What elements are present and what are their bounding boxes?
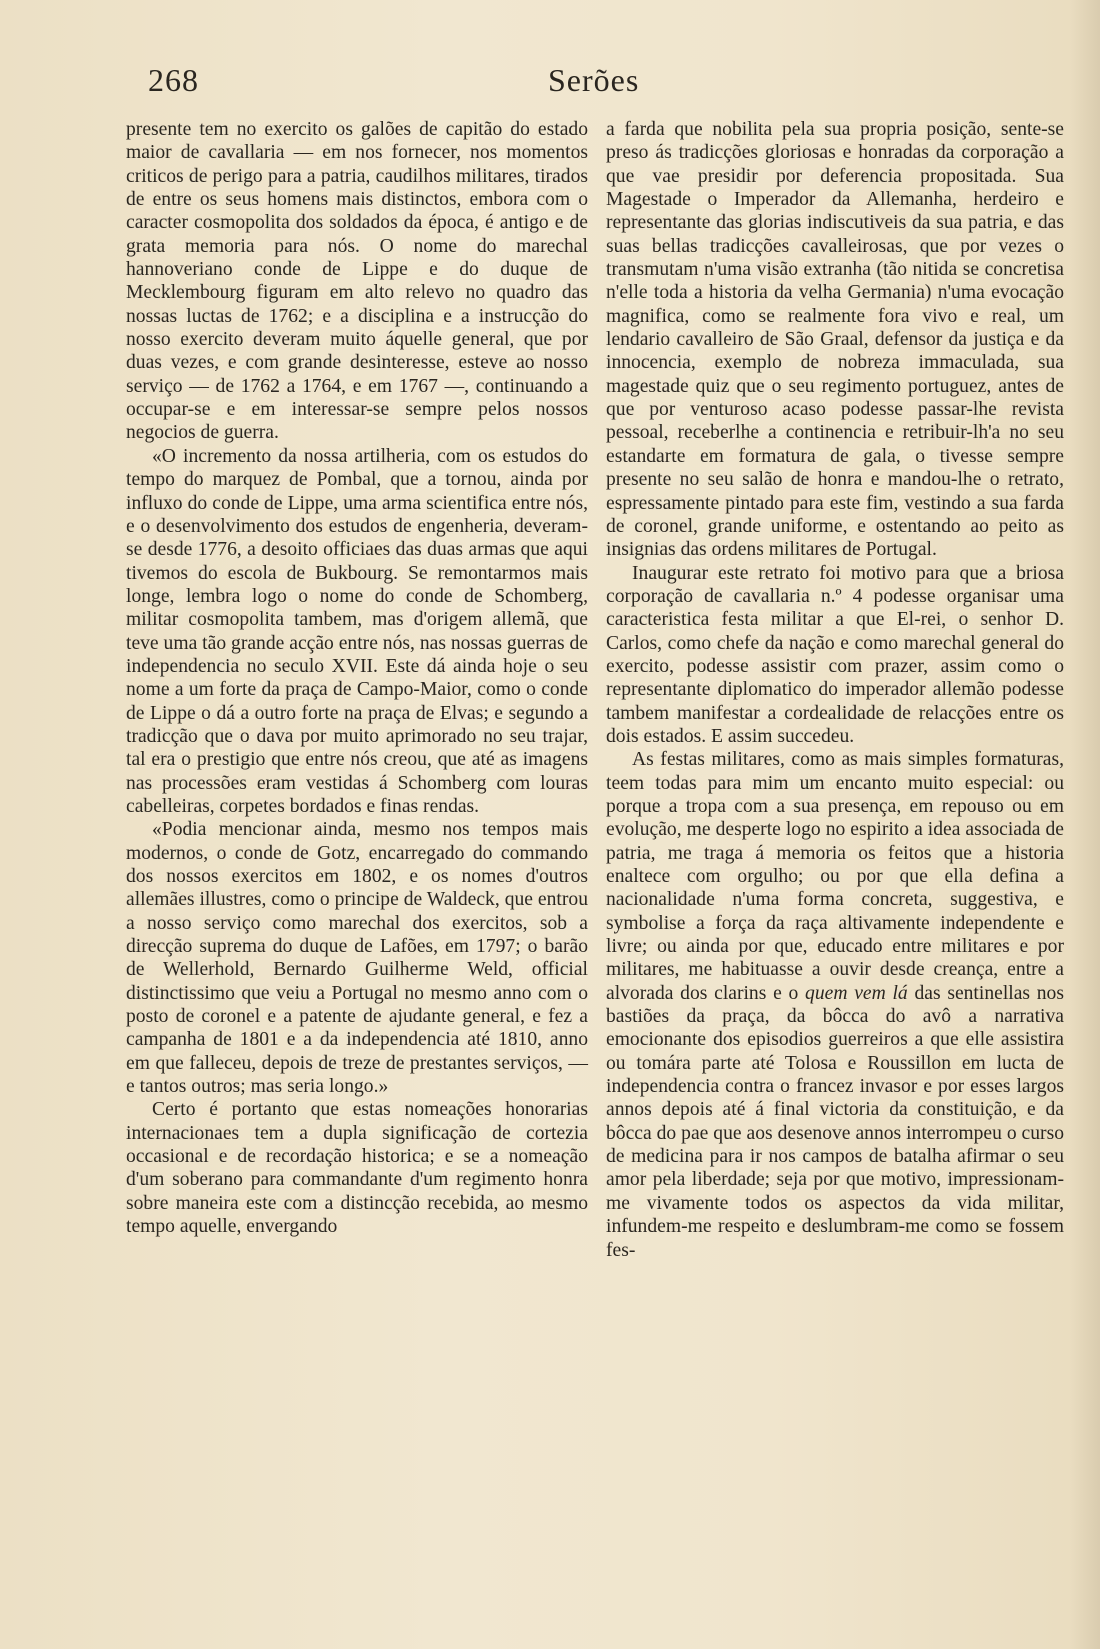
running-title: Serões (548, 62, 640, 98)
left-column (126, 118, 588, 1239)
page-edge-shadow (1070, 0, 1100, 1649)
paragraph: presente tem no exercito os galões de capitão do estado maior de cavallaria — em nos fornecer, nos momentos criticos de perigo para a patria, caudilhos militares, tirados de entre os seus homens mais distinctos, embora com o caracter cosmopolita dos soldados da época, é antigo e de grata memoria para nós. O nome do marechal hannoveriano conde de Lippe e do duque de Mecklembourg figuram em alto relevo no quadro das nossas luctas de 1762; e a disciplina e a instrucção do nosso exercito deveram muito áquelle general, que por duas vezes, e com grande desinteresse, esteve ao nosso serviço — de 1762 a 1764, e em 1767 —, continuando a occupar-se e em interessar-se sempre pelos nossos negocios de guerra. (126, 119, 588, 444)
italic-phrase: quem vem lá (805, 982, 908, 1004)
paragraph: «O incremento da nossa artilheria, com os estudos do tempo do marquez de Pombal, que a tornou, ainda por influxo do conde de Lippe, uma arma scientifica entre nós, e o desenvolvimento dos estudos de engenheria, deveram-se desde 1776, a desoito officiaes das duas armas que aqui tivemos do escola de Bukbourg. Se remontarmos mais longe, lembra logo o nome do conde de Schomberg, militar cosmopolita tambem, mas d'origem allemã, que teve uma tão grande acção entre nós, nas nossas guerras de independencia no seculo XVII. Este dá ainda hoje o seu nome a um forte da praça de Campo-Maior, como o conde de Lippe o dá a outro forte na praça de Elvas; e segundo a tradicção que o dava por muito aprimorado no seu trajar, tal era o prestigio que entre nós creou, que até as imagens nas processões eram vestidas á Schomberg com louras cabelleiras, corpetes bordados e finas rendas. (126, 445, 588, 817)
paragraph: «Podia mencionar ainda, mesmo nos tempos mais modernos, o conde de Gotz, encarregado do commando dos nossos exercitos em 1802, e os nomes d'outros allemães illustres, como o principe de Waldeck, que entrou a nosso serviço como marechal dos exercitos, sob a direcção suprema do duque de Lafões, em 1797; o barão de Wellerhold, Bernardo Guilherme Weld, official distinctissimo que veiu a Portugal no mesmo anno com o posto de coronel e a patente de ajudante general, e fez a campanha de 1801 e a da independencia até 1810, anno em que falleceu, depois de treze de prestantes serviços, — e tantos outros; mas seria longo.» (126, 819, 588, 1098)
paragraph: a farda que nobilita pela sua propria posição, sente-se preso ás tradicções gloriosas e honradas da corporação a que vae presidir por deferencia propositada. Sua Magestade o Imperador da Allemanha, herdeiro e representante das glorias indiscutiveis da sua patria, e das suas bellas tradicções cavalleirosas, que por vezes o transmutam n'uma visão extranha (tão nitida se concretisa n'elle toda a historia da velha Germania) n'uma evocação magnifica, como se realmente fora vivo e real, um lendario cavalleiro de São Graal, defensor da justiça e da innocencia, exemplo de nobreza immaculada, sua magestade quiz que o seu regimento portuguez, antes de que por venturoso acaso podesse passar-lhe revista pessoal, receberlhe a continencia e retribuir-lh'a no seu estandarte em formatura de gala, o tivesse sempre presente no seu salão de honra e mandou-lhe o retrato, espressamente pintado para este fim, vestindo a sua farda de coronel, grande uniforme, e ostentando ao peito as insignias das ordens militares de Portugal. (606, 119, 1064, 561)
right-column (606, 118, 1064, 1262)
paragraph: Certo é portanto que estas nomeações honorarias internacionaes tem a dupla significação de cortezia occasional e de recordação historica; e se a nomeação d'um soberano para commandante d'um regimento honra sobre maneira este com a distincção recebida, ao mesmo tempo aquelle, envergando (126, 1099, 588, 1238)
page-header (148, 62, 1078, 112)
paragraph: Inaugurar este retrato foi motivo para que a briosa corporação de cavallaria n.º 4 podesse organisar uma caracteristica festa militar a que El-rei, o senhor D. Carlos, como chefe da nação e como marechal general do exercito, podesse assistir com prazer, assim como o representante diplomatico do imperador allemão podesse tambem manifestar a cordealidade de relacções entre os dois estados. E assim succedeu. (606, 562, 1064, 747)
page-number: 268 (148, 62, 199, 98)
paragraph-text: das sentinellas nos bastiões da praça, da bôcca do avô a narrativa emocionante dos episodios guerreiros a que elle assistira ou tomára parte até Tolosa e Roussillon em lucta de independencia contra o francez invasor e por esses largos annos depois até á final victoria da constituição, e da bôcca do pae que aos desenove annos interrompeu o curso de medicina para ir nos campos de batalha afirmar o seu amor pela liberdade; seja por que motivo, impressionam-me vivamente todos os aspectos da vida militar, infundem-me respeito e deslumbram-me como se fossem fes- (606, 982, 1064, 1261)
paragraph-text: As festas militares, como as mais simples formaturas, teem todas para mim um encanto muito especial: ou porque a tropa com a sua presença, em repouso ou em evolução, me desperte logo no espirito a idea associada de patria, me traga á memoria os feitos que a historia enaltece com orgulho; ou por que ella defina a nacionalidade n'uma forma concreta, suggestiva, e symbolise a força da raça altivamente independente e livre; ou ainda por que, educado entre militares e por militares, me habituasse a ouvir desde creança, entre a alvorada dos clarins e o (606, 749, 1064, 1004)
paragraph (606, 748, 1064, 1262)
